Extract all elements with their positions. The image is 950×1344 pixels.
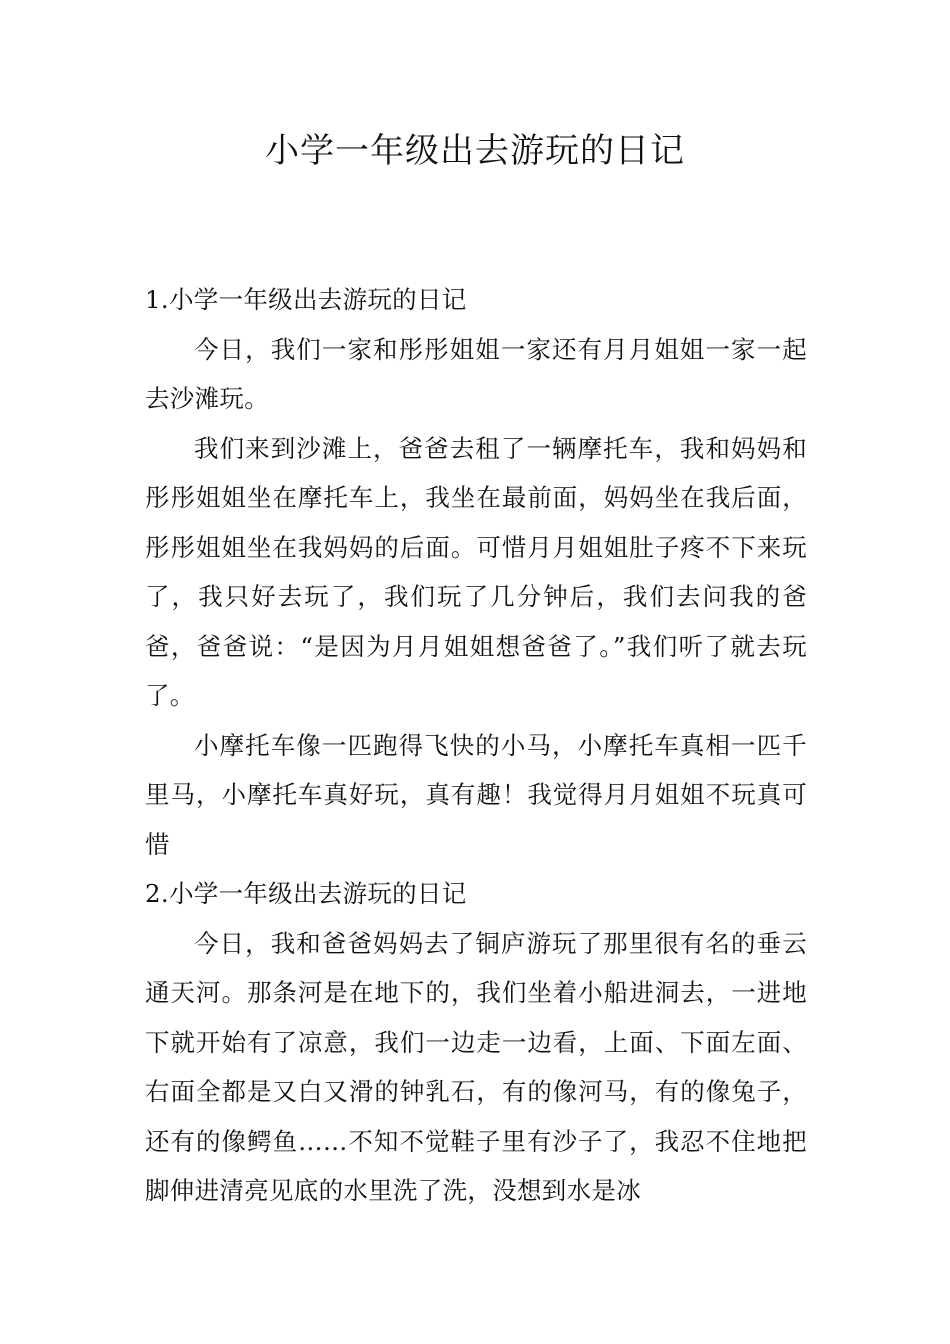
- section-heading-2: 2.小学一年级出去游玩的日记: [145, 879, 467, 908]
- document-title: 小学一年级出去游玩的日记: [265, 131, 685, 171]
- document-body: [145, 275, 807, 1216]
- paragraph: 我们来到沙滩上，爸爸去租了一辆摩托车，我和妈妈和彤彤姐姐坐在摩托车上，我坐在最前面，妈妈坐在我后面，彤彤姐姐坐在我妈妈的后面。可惜月月姐姐肚子疼不下来玩了，我只好去玩了，我们玩了几分钟后，我们去问我的爸爸，爸爸说：“是因为月月姐姐想爸爸了。”我们听了就去玩了。: [145, 433, 807, 710]
- paragraph: 今日，我们一家和彤彤姐姐一家还有月月姐姐一家一起去沙滩玩。: [145, 334, 807, 413]
- section-heading-1: 1.小学一年级出去游玩的日记: [145, 285, 467, 314]
- paragraph: 小摩托车像一匹跑得飞快的小马，小摩托车真相一匹千里马，小摩托车真好玩，真有趣！我觉得月月姐姐不玩真可惜: [145, 730, 807, 859]
- paragraph: 今日，我和爸爸妈妈去了铜庐游玩了那里很有名的垂云通天河。那条河是在地下的，我们坐着小船进洞去，一进地下就开始有了凉意，我们一边走一边看，上面、下面左面、右面全都是又白又滑的钟乳石，有的像河马，有的像兔子，还有的像鳄鱼……不知不觉鞋子里有沙子了，我忍不住地把脚伸进清亮见底的水里洗了洗，没想到水是冰: [145, 928, 807, 1205]
